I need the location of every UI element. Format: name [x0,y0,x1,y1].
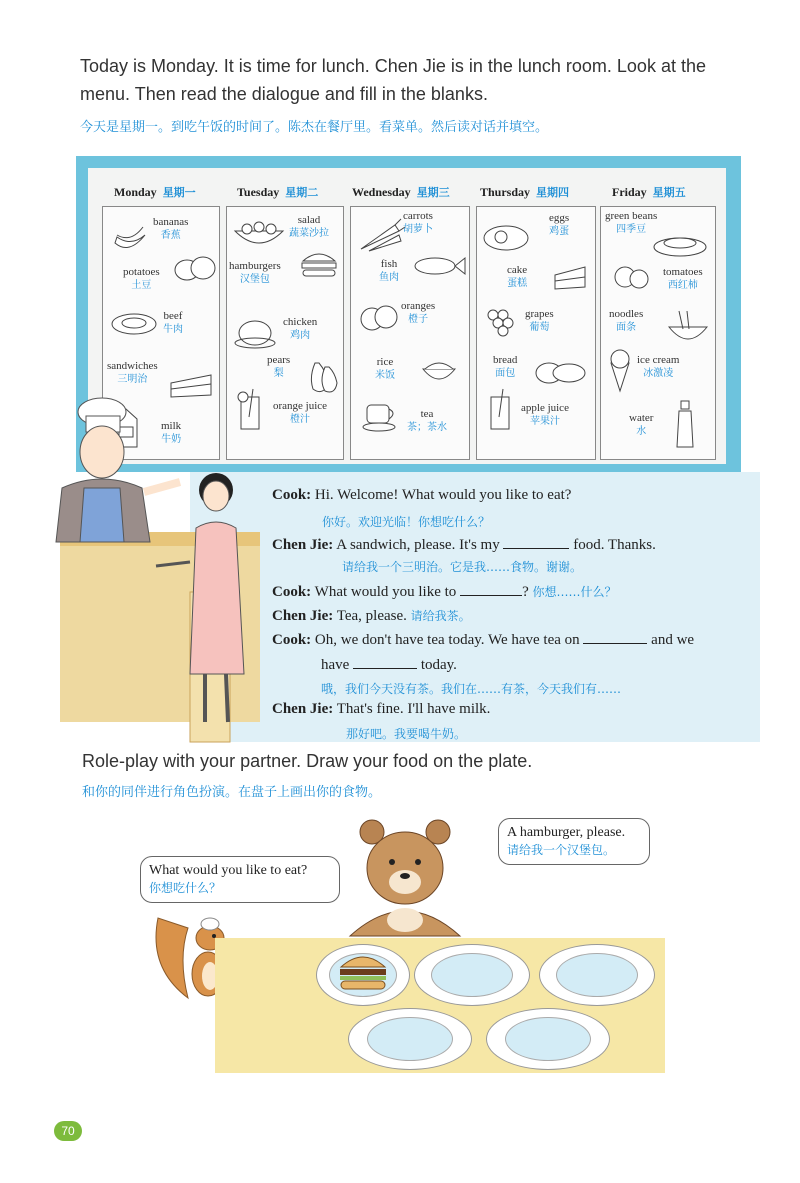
menu-item: fish 鱼肉 [379,258,399,283]
menu-item: bananas 香蕉 [153,216,189,241]
blank-field[interactable] [503,535,569,549]
menu-item: ice cream 冰激凌 [637,354,680,379]
menu-item: tea 茶；茶水 [407,408,447,433]
speech-bubble-bear: A hamburger, please. 请给我一个汉堡包。 [498,818,650,865]
plate-center [367,1017,453,1061]
menu-item: bread 面包 [493,354,518,379]
hamburger-icon [299,247,339,279]
plate-with-hamburger [316,944,410,1006]
menu-item: grapes 葡萄 [525,308,554,333]
menu-column-friday [600,206,716,460]
day-header-tuesday: Tuesday 星期二 [237,185,319,199]
banana-icon [111,221,149,255]
menu-item: cake 蛋糕 [507,264,528,289]
menu-item: orange juice 橙汁 [273,400,328,425]
bear-illustration [340,816,470,946]
menu-item: tomatoes 西红柿 [663,266,703,291]
plate-center [505,1017,591,1061]
empty-plate[interactable] [486,1008,610,1070]
dialogue-line-cook: Cook: Hi. Welcome! What would you like to eat? [272,487,572,503]
blank-field[interactable] [353,655,417,669]
fish-icon [411,253,467,279]
menu-item: chicken 鸡肉 [283,316,318,341]
menu-item: salad 蔬菜沙拉 [289,214,329,239]
water-bottle-icon [673,399,697,451]
dialogue-line-cook: Cook: What would you like to ? 你想……什么？ [272,584,617,600]
blank-field[interactable] [460,582,522,596]
menu-item: milk 牛奶 [161,420,182,445]
menu-item: beef 牛肉 [163,310,183,335]
tomato-icon [611,261,651,291]
menu-item: noodles 面条 [609,308,644,333]
dialogue-line-cook: Cook: Oh, we don't have tea today. We have tea on and we [272,632,695,648]
menu-item: rice 米饭 [375,356,395,381]
intro-instruction-cn: 今天是星期一。到吃午饭的时间了。陈杰在餐厅里。看菜单。然后读对话并填空。 [80,120,549,135]
speech-bubble-squirrel: What would you like to eat? 你想吃什么？ [140,856,340,903]
dialogue-line-chen-jie: Chen Jie: Tea, please. 请给我茶。 [272,608,471,624]
menu-item: sandwiches 三明治 [107,360,158,385]
dialogue-translation: 请给我一个三明治。它是我……食物。谢谢。 [342,560,583,574]
menu-item: hamburgers 汉堡包 [229,260,281,285]
day-header-monday: Monday 星期一 [114,185,196,199]
noodle-bowl-icon [665,309,711,349]
carrot-icon [355,217,405,253]
menu-item: green beans 四季豆 [605,210,658,235]
menu-column-wednesday [350,206,470,460]
dialogue-translation: 哦，我们今天没有茶。我们在……有茶，今天我们有…… [321,682,622,696]
juice-glass-icon [485,387,515,433]
empty-plate[interactable] [414,944,530,1006]
dialogue-line-cook-cont: have today. [321,657,457,673]
menu-item: water 水 [629,412,654,437]
orange-icon [359,301,399,333]
teacup-icon [361,399,401,433]
bread-icon [533,357,587,387]
plate-center [431,953,513,997]
empty-plate[interactable] [348,1008,472,1070]
day-header-thursday: Thursday 星期四 [480,185,570,199]
menu-item: oranges 橙子 [401,300,436,325]
menu-item: eggs 鸡蛋 [549,212,570,237]
salad-icon [231,219,287,249]
day-header-friday: Friday 星期五 [612,185,686,199]
plate-center [556,953,638,997]
menu-column-thursday [476,206,596,460]
ice-cream-icon [605,347,635,393]
empty-plate[interactable] [539,944,655,1006]
egg-icon [481,223,531,253]
chicken-icon [233,315,277,351]
grapes-icon [483,303,517,343]
rice-bowl-icon [419,355,459,387]
dialogue-translation: 那好吧。我要喝牛奶。 [346,727,467,741]
menu-item: potatoes 土豆 [123,266,160,291]
dialogue-line-chen-jie: Chen Jie: That's fine. I'll have milk. [272,701,491,717]
intro-instruction: Today is Monday. It is time for lunch. Chen Jie is in the lunch room. Look at the menu. Then read the dialogue and fill in the blanks. [80,56,706,104]
menu-item: apple juice 苹果汁 [521,402,569,427]
pear-icon [303,355,339,395]
potato-icon [173,253,217,283]
blank-field[interactable] [583,630,647,644]
dialogue-translation: 你好。欢迎光临！你想吃什么？ [322,515,491,529]
day-header-wednesday: Wednesday 星期三 [352,185,450,199]
dialogue-line-chen-jie: Chen Jie: A sandwich, please. It's my food. Thanks. [272,537,656,553]
cake-icon [551,261,589,291]
green-beans-icon [651,231,709,259]
menu-item: carrots 胡萝卜 [403,210,433,235]
menu-item: pears 梨 [267,354,291,379]
hamburger-icon [337,949,389,993]
roleplay-instruction-cn: 和你的同伴进行角色扮演。在盘子上画出你的食物。 [82,785,382,800]
beef-icon [109,311,159,337]
page-number: 70 [54,1121,82,1141]
roleplay-instruction: Role-play with your partner. Draw your food on the plate. [82,751,533,771]
cook-and-chen-jie-illustration [40,392,280,752]
